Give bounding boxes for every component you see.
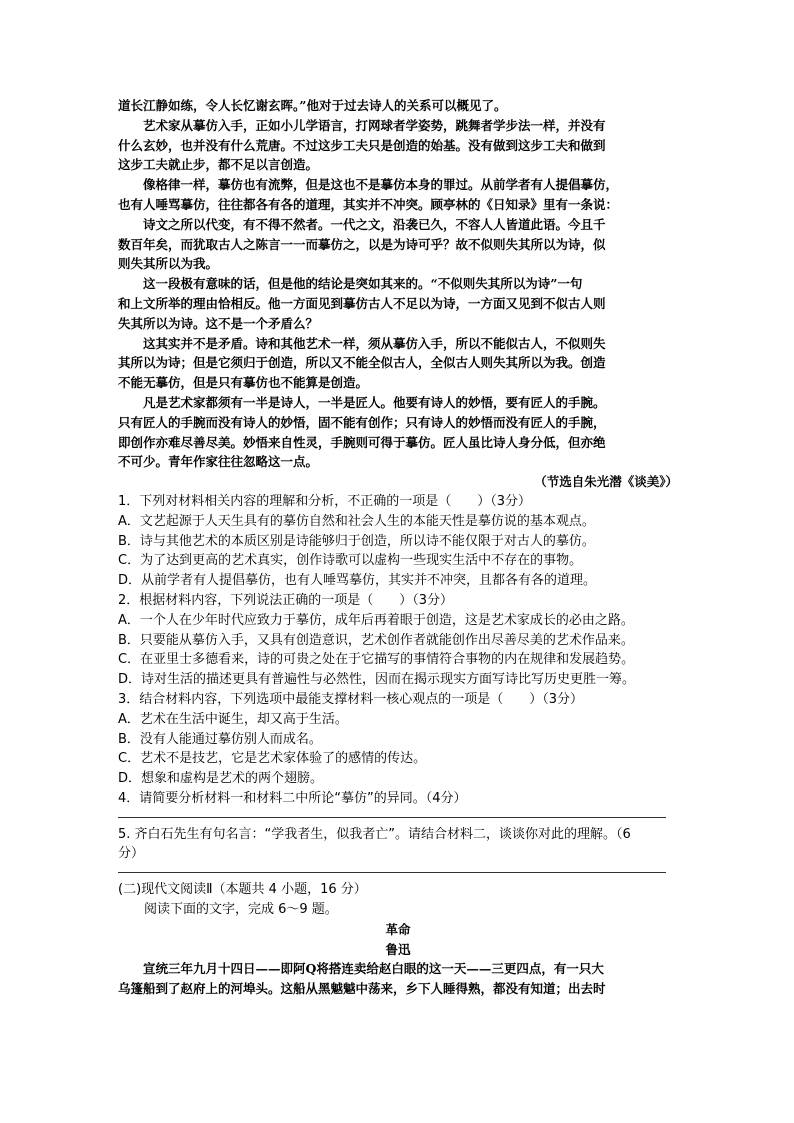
section-heading: (二)现代文阅读Ⅱ（本题共 4 小题，16 分） [118,882,367,898]
question-1-option-b: B．诗与其他艺术的本质区别是诗能够归于创造，所以诗不能仅限于对古人的摹仿。 [118,533,595,549]
paragraph-line: 这步工夫就止步，都不足以言创造。 [118,157,319,173]
answer-line [118,816,666,818]
paragraph-line: 不可少。青年作家往往忽略这一点。 [118,454,319,470]
question-5-stem-cont: 分） [118,846,145,862]
answer-line [118,871,666,873]
question-3-stem: 3．结合材料内容，下列选项中最能支撑材料一核心观点的一项是（ ）（3分） [118,691,584,707]
question-1-stem: 1．下列对材料相关内容的理解和分析，不正确的一项是（ ）（3分） [118,493,532,509]
question-1-option-a: A．文艺起源于人天生具有的摹仿自然和社会人生的本能天性是摹仿说的基本观点。 [118,513,595,529]
paragraph-line: 也有人唾骂摹仿，往往都各有各的道理，其实并不冲突。顾亭林的《日知录》里有一条说： [118,196,619,212]
paragraph-line: 这其实并不是矛盾。诗和其他艺术一样，须从摹仿入手，所以不能似古人，不似则失 [143,335,606,351]
question-2-option-d: D．诗对生活的描述更具有普遍性与必然性，因而在揭示现实方面写诗比写历史更胜一筹。 [118,672,636,688]
quote-line: 则失其所以为我。 [118,256,219,272]
paragraph-line: 什么玄妙，也并没有什么荒唐。不过这步工夫只是创造的始基。没有做到这步工夫和做到 [118,137,606,153]
question-4-stem: 4．请简要分析材料一和材料二中所论“摹仿”的异同。（4分） [118,790,467,806]
paragraph-line: 只有匠人的手腕而没有诗人的妙悟，固不能有创作；只有诗人的妙悟而没有匠人的手腕， [118,414,606,430]
paragraph-line: 这一段极有意味的话，但是他的结论是突如其来的。“不似则失其所以为诗”一句 [143,276,583,292]
question-1-option-d: D．从前学者有人提倡摹仿，也有人唾骂摹仿，其实并不冲突，且都各有各的道理。 [118,573,597,589]
story-title: 革命 [385,921,411,937]
paragraph-line: 其所以为诗；但是它须归于创造，所以又不能全似古人，全似古人则失其所以为我。创造 [118,355,606,371]
paragraph-line: 不能无摹仿，但是只有摹仿也不能算是创造。 [118,375,369,391]
paragraph-line: 失其所以为诗。这不是一个矛盾么？ [118,315,319,331]
paragraph-line: 道长江静如练，令人长忆谢玄晖。”他对于过去诗人的关系可以概见了。 [118,98,507,113]
paragraph-line: 凡是艺术家都须有一半是诗人，一半是匠人。他要有诗人的妙悟，要有匠人的手腕。 [143,394,606,410]
quote-line: 数百年矣，而犹取古人之陈言一一而摹仿之，以是为诗可乎？故不似则失其所以为诗，似 [118,236,606,252]
story-text-line: 乌篷船到了赵府上的河埠头。这船从黑魆魆中荡来，乡下人睡得熟，都没有知道；出去时 [118,981,606,997]
paragraph-line: 艺术家从摹仿入手，正如小儿学语言，打网球者学姿势，跳舞者学步法一样，并没有 [143,117,606,133]
question-3-option-a: A．艺术在生活中诞生，却又高于生活。 [118,711,348,727]
question-2-option-c: C．在亚里士多德看来，诗的可贵之处在于它描写的事情符合事物的内在规律和发展趋势。 [118,652,635,668]
question-2-stem: 2．根据材料内容，下列说法正确的一项是（ ）（3分） [118,592,454,608]
question-5-stem: 5. 齐白石先生有句名言：“学我者生，似我者亡”。请结合材料二，谈谈你对此的理解。（6 [118,826,631,842]
story-text-line: 宣统三年九月十四日——即阿Q将搭连卖给赵白眼的这一天——三更四点，有一只大 [143,961,604,977]
paragraph-line: 像格律一样，摹仿也有流弊，但是这也不是摹仿本身的罪过。从前学者有人提倡摹仿， [143,177,619,193]
question-2-option-b: B．只要能从摹仿入手，又具有创造意识，艺术创作者就能创作出尽善尽美的艺术作品来。 [118,632,634,648]
source-citation: （节选自朱光潜《谈美》） [534,474,678,490]
section-instruction: 阅读下面的文字，完成 6～9 题。 [144,902,338,918]
question-3-option-d: D．想象和虚构是艺术的两个翅膀。 [118,771,324,787]
story-author: 鲁迅 [385,941,411,957]
question-2-option-a: A．一个人在少年时代应致力于摹仿，成年后再着眼于创造，这是艺术家成长的必由之路。 [118,612,634,628]
paragraph-line: 和上文所举的理由恰相反。他一方面见到摹仿古人不足以为诗，一方面又见到不似古人则 [118,295,606,311]
question-1-option-c: C．为了达到更高的艺术真实，创作诗歌可以虚构一些现实生活中不存在的事物。 [118,553,583,569]
question-3-option-b: B．没有人能通过摹仿别人而成名。 [118,731,322,747]
paragraph-line: 即创作亦难尽善尽美。妙悟来自性灵，手腕则可得于摹仿。匠人虽比诗人身分低，但亦绝 [118,434,606,450]
exam-page [118,96,678,999]
quote-line: 诗文之所以代变，有不得不然者。一代之文，沿袭已久，不容人人皆道此语。今且千 [143,216,606,232]
question-3-option-c: C．艺术不是技艺，它是艺术家体验了的感情的传达。 [118,751,427,767]
